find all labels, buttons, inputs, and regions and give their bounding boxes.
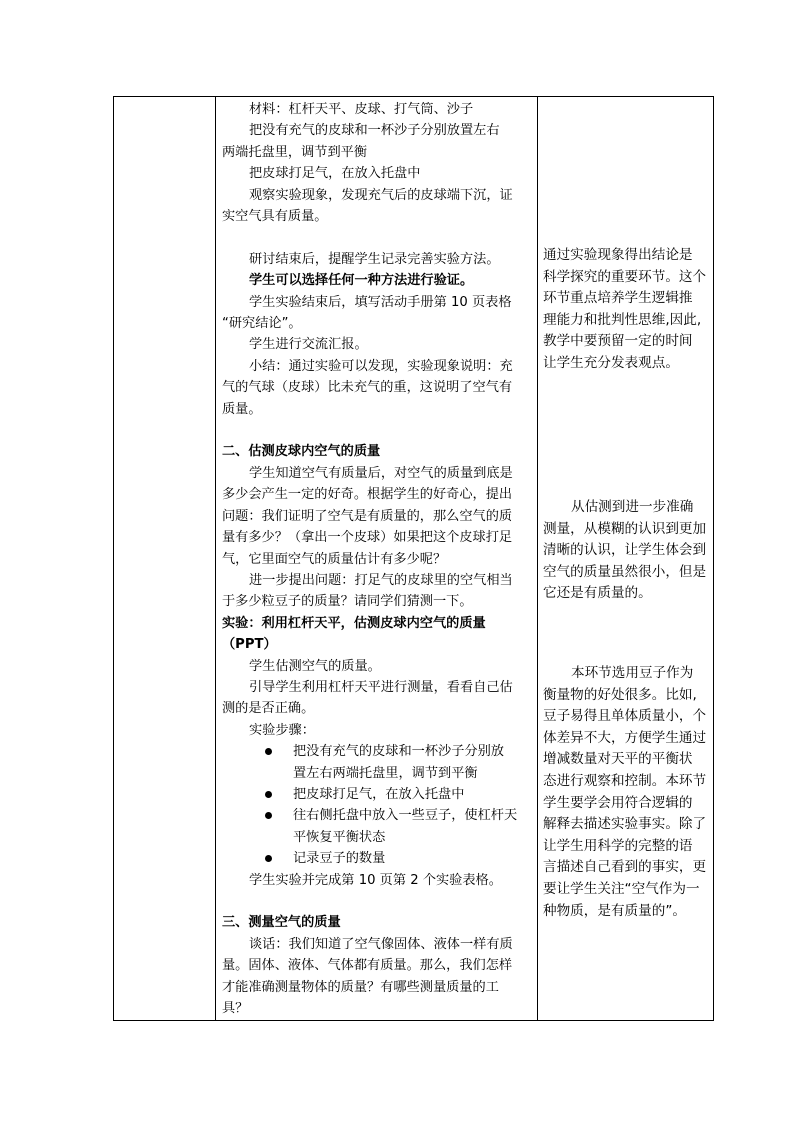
step-item: 往右侧托盘中放入一些豆子，使杠杆天 平恢复平衡状态 (222, 805, 531, 848)
summary-line: 质量。 (222, 401, 262, 417)
design-note-2: 从估测到进一步准确 测量，从模糊的认识到更加 清晰的认识，让学生体会到 空气的质量虽然很小，但是 它还是有质量的。 (543, 499, 707, 602)
summary-line: 气的气球（皮球）比未充气的重，这说明了空气有 (222, 380, 513, 396)
paragraph-line: 引导学生利用杠杆天平进行测量，看看自己估 (249, 679, 513, 695)
step-item: 把没有充气的皮球和一杯沙子分别放 置左右两端托盘里，调节到平衡 (222, 741, 531, 784)
experiment-title-ppt: （PPT） (222, 637, 277, 653)
design-intent-cell (537, 97, 715, 1020)
section-3-title: 三、测量空气的质量 (222, 915, 341, 931)
bullet-icon (265, 812, 272, 819)
paragraph-line: 学生实验结束后，填写活动手册第 10 页表格 (249, 294, 512, 310)
step-item: 记录豆子的数量 (222, 848, 531, 869)
materials-line: 材料：杠杆天平、皮球、打气筒、沙子 (249, 102, 474, 117)
left-column-cell (114, 97, 215, 1020)
paragraph-line: 学生实验并完成第 10 页第 2 个实验表格。 (249, 872, 502, 888)
teaching-process-cell (215, 97, 537, 1020)
paragraph-line: 多少会产生一定的好奇。根据学生的好奇心，提出 (222, 487, 513, 503)
bullet-icon (265, 791, 272, 798)
procedure-line: 观察实验现象，发现充气后的皮球端下沉，证 (249, 187, 513, 203)
paragraph-line: 学生进行交流汇报。 (249, 337, 368, 353)
paragraph-line: 量。固体、液体、气体都有质量。那么，我们怎样 (222, 958, 513, 974)
paragraph-line: 问题：我们证明了空气是有质量的，那么空气的质 (222, 508, 513, 524)
paragraph-line: 谈话：我们知道了空气像固体、液体一样有质 (249, 936, 513, 952)
emphasis-line: 学生可以选择任何一种方法进行验证。 (249, 273, 474, 289)
procedure-line: 把皮球打足气，在放入托盘中 (249, 166, 421, 182)
paragraph-line: 量有多少？（拿出一个皮球）如果把这个皮球打足 (222, 530, 513, 546)
paragraph-line: 才能准确测量物体的质量？有哪些测量质量的工 (222, 979, 499, 995)
section-2-title: 二、估测皮球内空气的质量 (222, 444, 381, 460)
paragraph-line: 具？ (222, 1001, 249, 1017)
paragraph-line: 进一步提出问题：打足气的皮球里的空气相当 (249, 572, 513, 588)
paragraph-line: “研究结论”。 (222, 316, 302, 332)
paragraph-line: 学生估测空气的质量。 (249, 658, 381, 674)
paragraph-line: 气，它里面空气的质量估计有多少呢？ (222, 551, 447, 567)
paragraph-line: 于多少粒豆子的质量？请同学们猜测一下。 (222, 594, 473, 610)
paragraph-line: 学生知道空气有质量后，对空气的质量到底是 (249, 465, 513, 481)
step-item: 把皮球打足气，在放入托盘中 (222, 784, 531, 805)
steps-heading: 实验步骤： (249, 722, 315, 738)
procedure-line: 实空气具有质量。 (222, 209, 328, 225)
design-note-1: 通过实验现象得出结论是 科学探究的重要环节。这个 环节重点培养学生逻辑推 理能力和批判性思维,因此, 教学中要预留一定的时间 让学生充分发表观点。 (543, 247, 707, 371)
paragraph-line: 测的是否正确。 (222, 701, 315, 717)
experiment-title: 实验：利用杠杆天平，估测皮球内空气的质量 (222, 615, 486, 631)
bullet-icon (265, 855, 272, 862)
paragraph-line: 研讨结束后，提醒学生记录完善实验方法。 (249, 251, 500, 267)
procedure-line: 两端托盘里，调节到平衡 (222, 144, 368, 160)
summary-line: 小结：通过实验可以发现，实验现象说明：充 (249, 358, 513, 374)
procedure-line: 把没有充气的皮球和一杯沙子分别放置左右 (249, 123, 500, 139)
lesson-plan-table (113, 96, 714, 1021)
design-note-3: 本环节选用豆子作为 衡量物的好处很多。比如, 豆子易得且单体质量小，个 体差异不大，方便学生通过 增减数量对天平的平衡状 态进行观察和控制。本环节 学生要学会用符合逻辑的 解释去描述实验事实。除了 让学生用科学的完整的语 言描述自己看到的事实，更 要让学生关注“空气作为一 种物质，是有质量的”。 (543, 665, 707, 919)
bullet-icon (265, 748, 272, 755)
